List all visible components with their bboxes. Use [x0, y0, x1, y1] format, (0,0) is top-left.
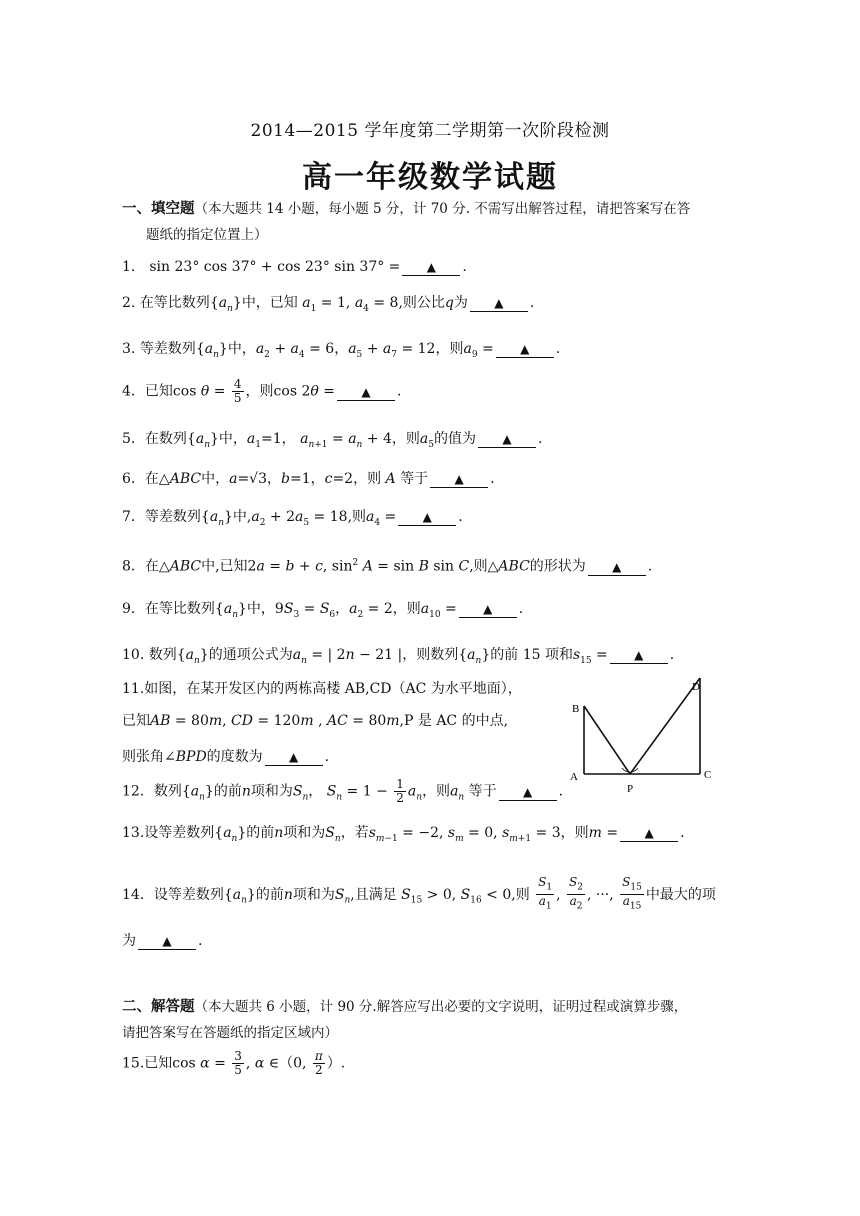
question-number: 12．: [122, 783, 154, 800]
fraction: $\frac{S_{15}}{a_{15}}$: [622, 875, 642, 912]
question-number: 5．: [122, 431, 145, 447]
question-12: 12．数列$\{a_n\}$的前n项和为$S_n$， $S_n = 1$ − $\frac{1}{2}$ $a_n$，则$a_n$ 等于 ▲ .: [122, 777, 564, 805]
answer-blank: ▲: [337, 384, 395, 401]
question-8: 8．在△ABC中,已知2a = b + c, $\sin^2 A = \sin B$ sin C,则△ABC的形状为 ▲ .: [122, 558, 653, 575]
fraction: $\frac{1}{2}$: [396, 777, 404, 805]
section-description-cont: 请把答案写在答题纸的指定区域内）: [122, 1025, 338, 1041]
answer-blank: ▲: [470, 295, 528, 312]
question-number: 2.: [122, 295, 140, 311]
question-11-line-2: 已知AB = 80m, CD = 120m , AC = 80m,P 是 AC 的中点,: [122, 713, 509, 729]
question-4: 4．已知cos θ = $\frac{4}{5}$ ，则cos 2θ = ▲ .: [122, 377, 402, 405]
question-number: 6．: [122, 471, 145, 487]
question-14-cont: 为 ▲ .: [122, 933, 203, 949]
question-3: 3. 等差数列$\{a_n\}$中，$a_2 + a_4 = 6$，$a_5 + a_7 = 12$，则$a_9$ = ▲ .: [122, 341, 561, 360]
answer-blank: ▲: [620, 825, 678, 842]
answer-blank: ▲: [499, 784, 557, 801]
angle-arc-p: [622, 768, 638, 772]
question-number: 15.: [122, 1055, 145, 1072]
fraction: $\frac{3}{5}$: [234, 1049, 242, 1077]
question-5: 5．在数列$\{a_n\}$中，$a_1=1$， $a_{n+1} = a_n + 4$，则$a_5$的值为 ▲ .: [122, 431, 543, 450]
question-1: 1． sin 23° cos 37° + cos 23° sin 37° = ▲ .: [122, 259, 467, 275]
question-6: 6．在△ABC中，a=√3，b=1，c=2，则 A 等于 ▲ .: [122, 471, 495, 487]
question-number: 13.: [122, 825, 145, 841]
answer-blank: ▲: [459, 601, 517, 618]
label-a: A: [570, 771, 578, 783]
question-2: 2. 在等比数列$\{a_n\}$中，已知 $a_1 = 1$, $a_4 = 8$,则公比q为 ▲ .: [122, 295, 535, 314]
question-number: 7．: [122, 509, 145, 525]
question-number: 1．: [122, 259, 145, 275]
question-number: 4．: [122, 383, 145, 400]
answer-blank: ▲: [138, 933, 196, 950]
fraction: $\frac{S_1}{a_1}$: [538, 875, 553, 912]
section-description: （本大题共 14 小题，每小题 5 分，计 70 分. 不需写出解答过程，请把答案写在答: [194, 201, 691, 217]
question-15: 15.已知cos α = $\frac{3}{5}$ , α ∈（0, $\frac{\pi}{2}$ ）.: [122, 1049, 346, 1077]
question-14: 14．设等差数列$\{a_n\}$的前n项和为$S_n$,且满足 $S_{15} > 0$, $S_{16} < 0$,则 $\frac{S_1}{a_1}$ , $\frac{S_2}{a_2}$ , ···, $\frac{S_{15}}{a_{15}}$ 中最大的项: [122, 875, 716, 912]
question-10: 10. 数列$\{a_n\}$的通项公式为$a_n$ = | 2n − 21 |，则数列$\{a_n\}$的前 15 项和$s_{15}$ = ▲ .: [122, 647, 675, 666]
answer-blank: ▲: [430, 471, 488, 488]
answer-blank: ▲: [588, 559, 646, 576]
label-d: D: [692, 681, 700, 693]
answer-blank: ▲: [610, 647, 668, 664]
exam-title: 高一年级数学试题: [302, 160, 558, 195]
question-9: 9．在等比数列$\{a_n\}$中，$9S_3 = S_6$，$a_2 = 2$，则$a_{10}$ = ▲ .: [122, 601, 524, 620]
question-number: 8．: [122, 558, 145, 575]
section-description: （本大题共 6 小题，计 90 分.解答应写出必要的文字说明，证明过程或演算步骤，: [194, 999, 688, 1015]
section-heading: 二、解答题: [122, 999, 195, 1015]
answer-blank: ▲: [478, 431, 536, 448]
question-number: 9．: [122, 601, 145, 617]
section-description-cont: 题纸的指定位置上）: [146, 227, 268, 243]
answer-blank: ▲: [496, 341, 554, 358]
fraction: $\frac{4}{5}$: [233, 377, 242, 405]
section-heading: 一、填空题: [122, 201, 195, 217]
question-number: 3.: [122, 341, 140, 357]
label-b: B: [572, 703, 580, 715]
section-solutions: [122, 994, 742, 1046]
section-fill-in: [122, 196, 742, 248]
label-p: P: [627, 783, 634, 795]
exam-subtitle: 2014—2015 学年度第二学期第一次阶段检测: [250, 121, 610, 141]
line-bp: [584, 706, 630, 774]
answer-blank: ▲: [402, 259, 460, 276]
question-number: 14．: [122, 886, 154, 903]
answer-blank: ▲: [398, 509, 456, 526]
question-13: 13.设等差数列$\{a_n\}$的前n项和为$S_n$，若$s_{m-1} = -2$, $s_m = 0$, $s_{m+1} = 3$，则m = ▲ .: [122, 825, 685, 844]
fraction: $\frac{\pi}{2}$: [314, 1049, 323, 1077]
line-pd: [630, 678, 700, 774]
question-7: 7．等差数列$\{a_n\}$中$,a_2 + 2a_5 = 18$,则$a_4$ = ▲ .: [122, 509, 463, 528]
label-c: C: [704, 769, 712, 781]
question-11-line-1: 11.如图，在某开发区内的两栋高楼 AB,CD（AC 为水平地面），: [122, 681, 522, 697]
question-11-line-3: 则张角∠BPD的度数为 ▲ .: [122, 749, 330, 765]
answer-blank: ▲: [265, 749, 323, 766]
fraction: $\frac{S_2}{a_2}$: [569, 875, 583, 912]
question-number: 10.: [122, 647, 149, 663]
